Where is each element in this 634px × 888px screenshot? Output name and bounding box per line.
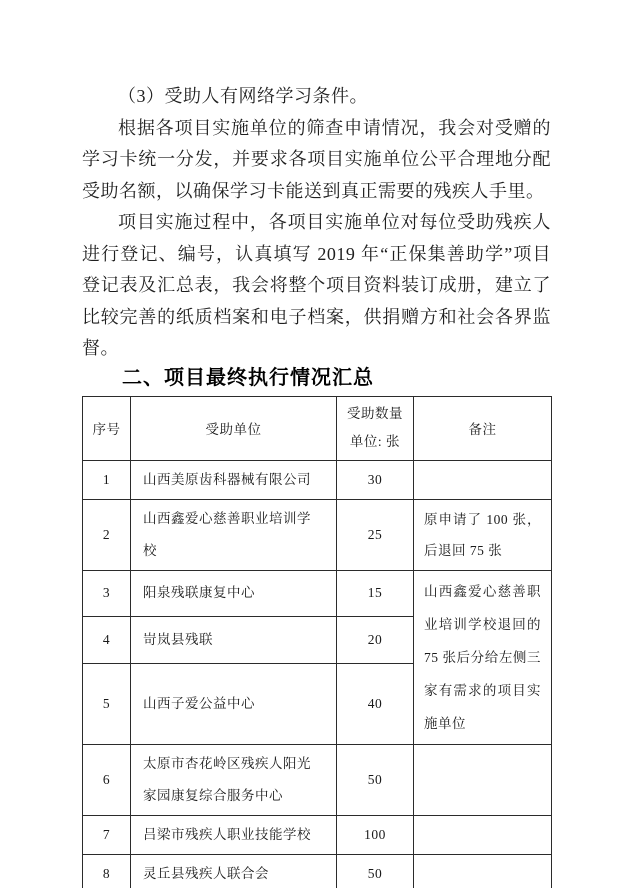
paragraph-card-distribution: 根据各项目实施单位的筛查申请情况，我会对受赠的学习卡统一分发，并要求各项目实施单位公平合理地分配受助名额，以确保学习卡能送到真正需要的残疾人手里。 — [82, 117, 551, 201]
table-row — [83, 570, 552, 617]
header-remark: 备注 — [414, 396, 552, 460]
row-index-cell: 3 — [83, 570, 131, 617]
table-header-row — [83, 396, 552, 460]
remark-cell — [414, 744, 552, 815]
unit-cell: 吕梁市残疾人职业技能学校 — [131, 815, 337, 854]
body-text — [82, 81, 551, 365]
paragraph-project-records: 项目实施过程中，各项目实施单位对每位受助残疾人进行登记、编号，认真填写 2019 年“正保集善助学”项目登记表及汇总表，我会将整个项目资料装订成册，建立了比较完善的纸质档案和电子档案，供捐赠方和社会各界监督。 — [82, 212, 551, 358]
header-quantity — [337, 396, 414, 460]
row-index-cell: 8 — [83, 854, 131, 888]
quantity-cell: 100 — [337, 815, 414, 854]
row-index-cell: 2 — [83, 499, 131, 570]
summary-table — [82, 396, 552, 888]
header-index: 序号 — [83, 396, 131, 460]
row-index-cell: 6 — [83, 744, 131, 815]
unit-cell: 山西鑫爱心慈善职业培训学校 — [131, 499, 337, 570]
table-row — [83, 499, 552, 570]
remark-cell-merged: 山西鑫爱心慈善职业培训学校退回的 75 张后分给左侧三家有需求的项目实施单位 — [414, 570, 552, 744]
table-row — [83, 815, 552, 854]
quantity-cell: 25 — [337, 499, 414, 570]
row-index-cell: 5 — [83, 664, 131, 744]
unit-cell: 山西美原齿科器械有限公司 — [131, 460, 337, 499]
quantity-cell: 50 — [337, 854, 414, 888]
quantity-cell: 50 — [337, 744, 414, 815]
table-row — [83, 854, 552, 888]
paragraph-network-condition: （3）受助人有网络学习条件。 — [118, 86, 368, 106]
quantity-cell: 40 — [337, 664, 414, 744]
row-index-cell: 4 — [83, 617, 131, 664]
unit-cell: 阳泉残联康复中心 — [131, 570, 337, 617]
row-index-cell: 1 — [83, 460, 131, 499]
section-heading: 二、项目最终执行情况汇总 — [122, 366, 374, 389]
remark-cell — [414, 815, 552, 854]
table-row — [83, 744, 552, 815]
header-quantity-line1: 受助数量 — [347, 406, 403, 421]
unit-cell: 岢岚县残联 — [131, 617, 337, 664]
row-index-cell: 7 — [83, 815, 131, 854]
table-row — [83, 460, 552, 499]
remark-cell: 原申请了 100 张，后退回 75 张 — [414, 499, 552, 570]
remark-cell — [414, 460, 552, 499]
quantity-cell: 15 — [337, 570, 414, 617]
unit-cell: 灵丘县残疾人联合会 — [131, 854, 337, 888]
header-quantity-line2: 单位: 张 — [349, 434, 401, 449]
header-unit: 受助单位 — [131, 396, 337, 460]
remark-cell — [414, 854, 552, 888]
quantity-cell: 30 — [337, 460, 414, 499]
unit-cell: 太原市杏花岭区残疾人阳光家园康复综合服务中心 — [131, 744, 337, 815]
quantity-cell: 20 — [337, 617, 414, 664]
unit-cell: 山西子爱公益中心 — [131, 664, 337, 744]
